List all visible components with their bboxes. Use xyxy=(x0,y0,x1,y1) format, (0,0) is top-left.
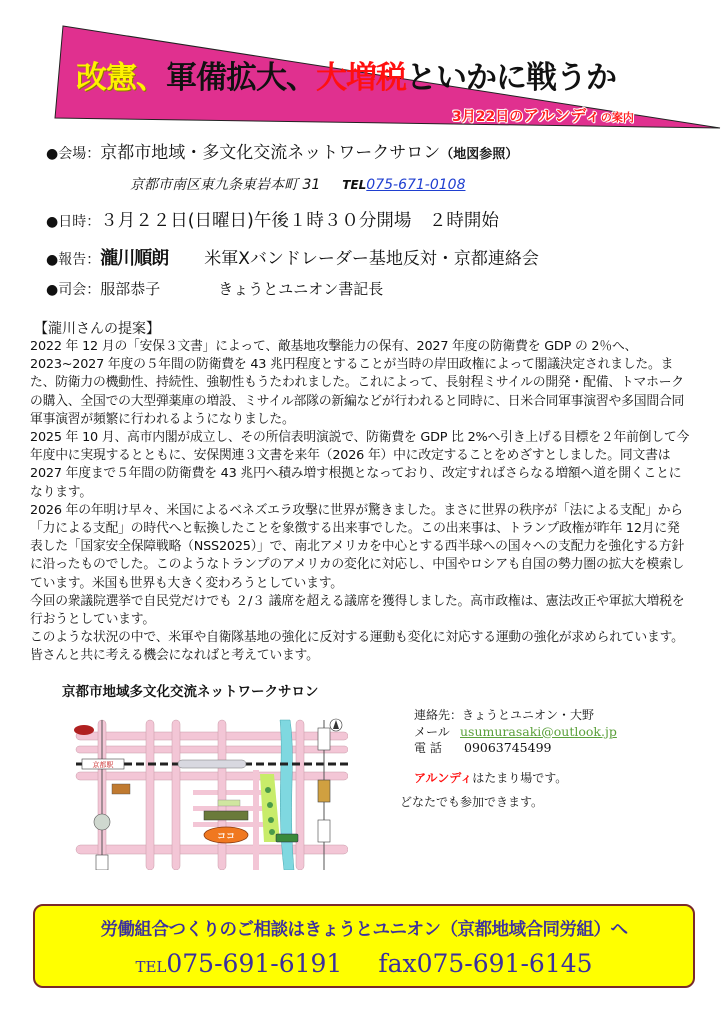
mail-link[interactable]: usumurasaki@outlook.jp xyxy=(460,723,617,739)
map-title: 京都市地域多文化交流ネットワークサロン xyxy=(62,684,319,700)
title-gunbi: 軍備拡大、 xyxy=(166,60,316,96)
speaker-name: 瀧川順朗 xyxy=(100,248,169,269)
tamariba-text: はたまり場です。 xyxy=(472,771,568,785)
mc-label: ●司会： xyxy=(46,282,101,298)
report-row xyxy=(46,244,539,270)
phone-number: 09063745499 xyxy=(464,740,552,755)
venue-label: ●会場： xyxy=(46,146,101,162)
phone-label: 電 話 xyxy=(414,741,442,755)
title-zouzei: 大増税 xyxy=(316,60,406,96)
footer-tel-label: TEL xyxy=(135,958,167,976)
tamariba-note xyxy=(414,769,567,786)
proposal-paragraph: 2026 年の年明け早々、米国によるベネズエラ攻撃に世界が驚きました。まさに世界の秩序が「法による支配」から「力による支配」の時代へと転換したことを象徴する出来事でした。この出来事は、トランプ政権が昨年 12月に発表した「国家安全保障戦略（NSS2025）」で、南北アメリカを中心とする西半球への国々への支配力を強化する方針に沿ったものでした。このようなトランプのアメリカの変化に対応し、中国やロシアも自国の勢力圏の拡大を模索しています。米国も世界も大きく変わろうとしています。 xyxy=(30,502,685,591)
venue-address-row xyxy=(130,174,465,194)
venue-address: 京都市南区東九条東岩本町 31 xyxy=(130,177,321,193)
subtitle-tail: の案内 xyxy=(600,111,634,124)
speaker-org: 米軍Xバンドレーダー基地反対・京都連絡会 xyxy=(204,249,539,269)
contact-block xyxy=(414,707,617,757)
proposal-heading: 【瀧川さんの提案】 xyxy=(34,321,160,337)
contact-phone-row xyxy=(414,740,617,757)
venue-map xyxy=(68,710,348,870)
proposal-paragraph: 2022 年 12 月の「安保３文書」によって、敵基地攻撃能力の保有、2027 年度の防衛費を GDP の 2％へ、2023~2027 年度の５年間の防衛費を 43 兆円程度とすることが当時の岸田政権によって閣議決定されました。また、防衛力の機動性、持続性、強靭性もうたわれました。これによって、長射程ミサイルの開発・配備、トマホークの購入、全国での大型弾薬庫の増設、ミサイル部隊の新編などが行われると同時に、日米合同軍事演習や多国間合同軍事演習が頻繁に行われるようになりました。 xyxy=(30,339,685,427)
page-title xyxy=(76,52,616,97)
mail-label: メール xyxy=(414,724,450,739)
proposal-body xyxy=(30,338,690,666)
map-label-here: ココ xyxy=(216,832,236,842)
date-row xyxy=(46,207,499,232)
date-label: ●日時： xyxy=(46,214,101,230)
report-label: ●報告： xyxy=(46,252,101,268)
footer-box xyxy=(33,904,695,988)
proposal-paragraph: このような状況の中で、米軍や自衛隊基地の強化に反対する運動も変化に対応する運動の強化が求められています。皆さんと共に考える機会になればと考えています。 xyxy=(30,630,684,664)
venue-row xyxy=(46,138,518,163)
map-label-kyoto-station: 京都駅 xyxy=(92,761,114,769)
anyone-welcome: どなたでも参加できます。 xyxy=(400,795,544,809)
proposal-paragraph: 今回の衆議院選挙で自民党だけでも ２/３ 議席を超える議席を獲得しました。高市政権は、憲法改正や軍拡大増税を行おうとしています。 xyxy=(30,593,685,628)
title-kaiken: 改憲、 xyxy=(76,60,166,96)
mc-row xyxy=(46,278,383,299)
title-tatakau: といかに戦うか xyxy=(406,60,616,96)
tel-label: TEL xyxy=(342,178,367,192)
footer-consult-text: 労働組合つくりのご相談はきょうとユニオン（京都地域合同労組）へ xyxy=(100,920,628,940)
arundi-name: アルンディ xyxy=(414,771,473,785)
map-drawing xyxy=(68,710,348,870)
footer-contact xyxy=(35,949,693,978)
venue-note: （地図参照） xyxy=(440,147,519,162)
date-value: ３月２２日(日曜日)午後１時３０分開場 ２時開始 xyxy=(100,211,499,231)
mc-name: 服部恭子 xyxy=(100,280,161,298)
mc-role: きょうとユニオン書記長 xyxy=(218,280,384,298)
footer-tel: 075-691-6191 xyxy=(166,949,343,978)
venue-name: 京都市地域・多文化交流ネットワークサロン xyxy=(100,143,441,163)
venue-tel-link[interactable]: 075-671-0108 xyxy=(366,177,466,193)
proposal-paragraph: 2025 年 10 月、高市内閣が成立し、その所信表明演説で、防衛費を GDP 比 2%へ引き上げる目標を２年前倒して今年度中に実現するとともに、安保関連３文書を来年（2026 年）中に改定することをめざすとしました。同文書は 2027 年度まで５年間の防衛費を 43 兆円へ積み増す根拠となっており、改定すればさらなる増額へ道を開くことになります。 xyxy=(30,430,690,500)
footer-fax: fax075-691-6145 xyxy=(378,949,593,978)
contact-mail-row xyxy=(414,724,617,741)
title-banner xyxy=(0,0,724,135)
subtitle-date: 3月22日の xyxy=(452,109,524,125)
contact-person: 連絡先：きょうとユニオン・大野 xyxy=(414,708,595,722)
subtitle xyxy=(452,103,634,126)
subtitle-name: アルンディ xyxy=(523,106,601,125)
